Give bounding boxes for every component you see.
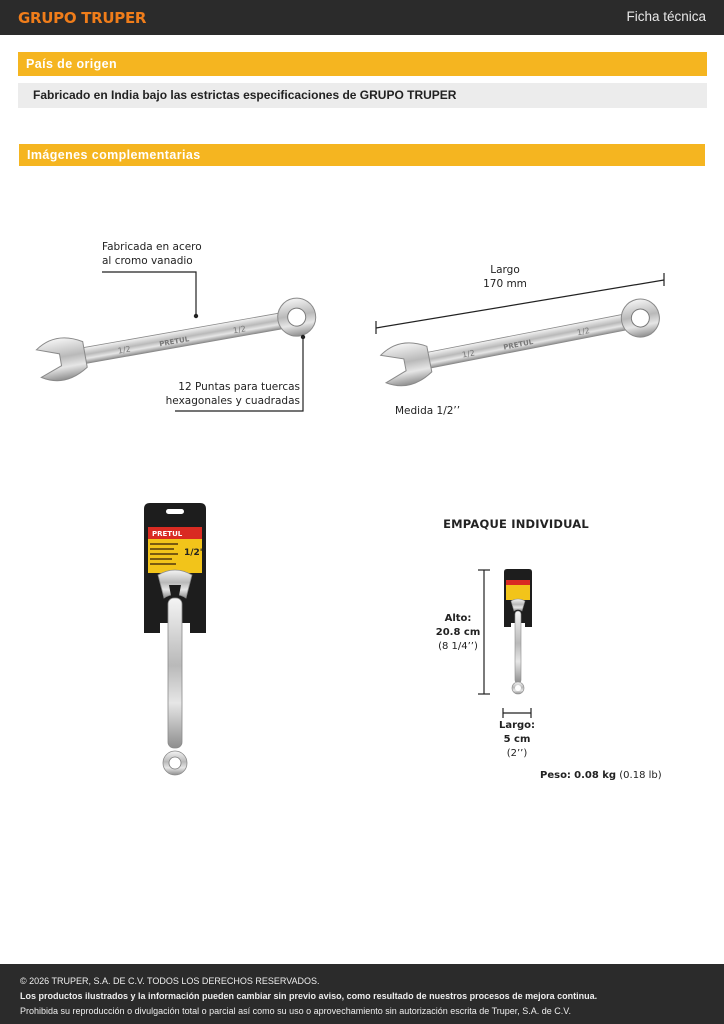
- page-title: Ficha técnica: [626, 9, 706, 24]
- points-callout-line-2: hexagonales y cuadradas: [165, 395, 300, 407]
- origin-text: Fabricado en India bajo las estrictas especificaciones de GRUPO TRUPER: [18, 83, 707, 108]
- package-weight-lb: (0.18 lb): [619, 770, 662, 781]
- package-weight-label: Peso:: [540, 770, 571, 781]
- package-thumbnail-image: [502, 569, 534, 697]
- length-label: Largo: [490, 264, 520, 276]
- material-callout: [102, 240, 242, 268]
- length-callout: [470, 263, 540, 291]
- wrench-size-stamp-3: 1/2: [461, 348, 476, 360]
- card-size: 1/2": [184, 548, 205, 558]
- package-weight-kg: 0.08 kg: [574, 770, 617, 781]
- package-title: EMPAQUE INDIVIDUAL: [443, 517, 589, 531]
- packaged-wrench-image: [140, 503, 210, 778]
- package-width-cm: 5 cm: [503, 734, 531, 745]
- length-value: 170 mm: [483, 278, 527, 290]
- images-section-header: Imágenes complementarias: [19, 144, 705, 166]
- footer-copyright: © 2026 TRUPER, S.A. DE C.V. TODOS LOS DERECHOS RESERVADOS.: [20, 976, 320, 986]
- package-width-in: (2’’): [506, 748, 528, 759]
- wrench-size-stamp: 1/2: [117, 344, 132, 356]
- package-weight: [540, 770, 670, 781]
- package-height-cm: 20.8 cm: [435, 627, 481, 638]
- package-height: [433, 612, 483, 654]
- package-width: [492, 719, 542, 761]
- package-height-in: (8 1/4’’): [438, 641, 478, 652]
- points-callout: [150, 380, 300, 408]
- size-label: Medida 1/2’’: [395, 405, 461, 417]
- grupo-truper-logo[interactable]: GRUPO TRUPER: [18, 9, 147, 27]
- package-width-label: Largo:: [498, 720, 536, 731]
- points-callout-line-1: 12 Puntas para tuercas: [178, 381, 300, 393]
- card-brand: PRETUL: [152, 530, 183, 538]
- footer: [0, 964, 724, 1024]
- material-callout-line-2: al cromo vanadio: [102, 255, 193, 267]
- wrench-brand-stamp: PRETUL: [158, 335, 190, 349]
- origin-section-header: País de origen: [18, 52, 707, 76]
- wrench-size-stamp-2: 1/2: [232, 324, 247, 336]
- package-height-label: Alto:: [444, 613, 472, 624]
- footer-prohibition: Prohibida su reproducción o divulgación total o parcial así como su uso o aprovechamiento sin autorización escrita de Truper, S.A. de C.V.: [20, 1006, 571, 1016]
- footer-notice: Los productos ilustrados y la información pueden cambiar sin previo aviso, como resultado de nuestros procesos de mejora continua.: [20, 991, 598, 1001]
- wrench-length-image: [372, 288, 672, 388]
- wrench-brand-stamp-2: PRETUL: [502, 338, 534, 352]
- wrench-size-stamp-4: 1/2: [576, 326, 591, 338]
- material-callout-line-1: Fabricada en acero: [102, 241, 202, 253]
